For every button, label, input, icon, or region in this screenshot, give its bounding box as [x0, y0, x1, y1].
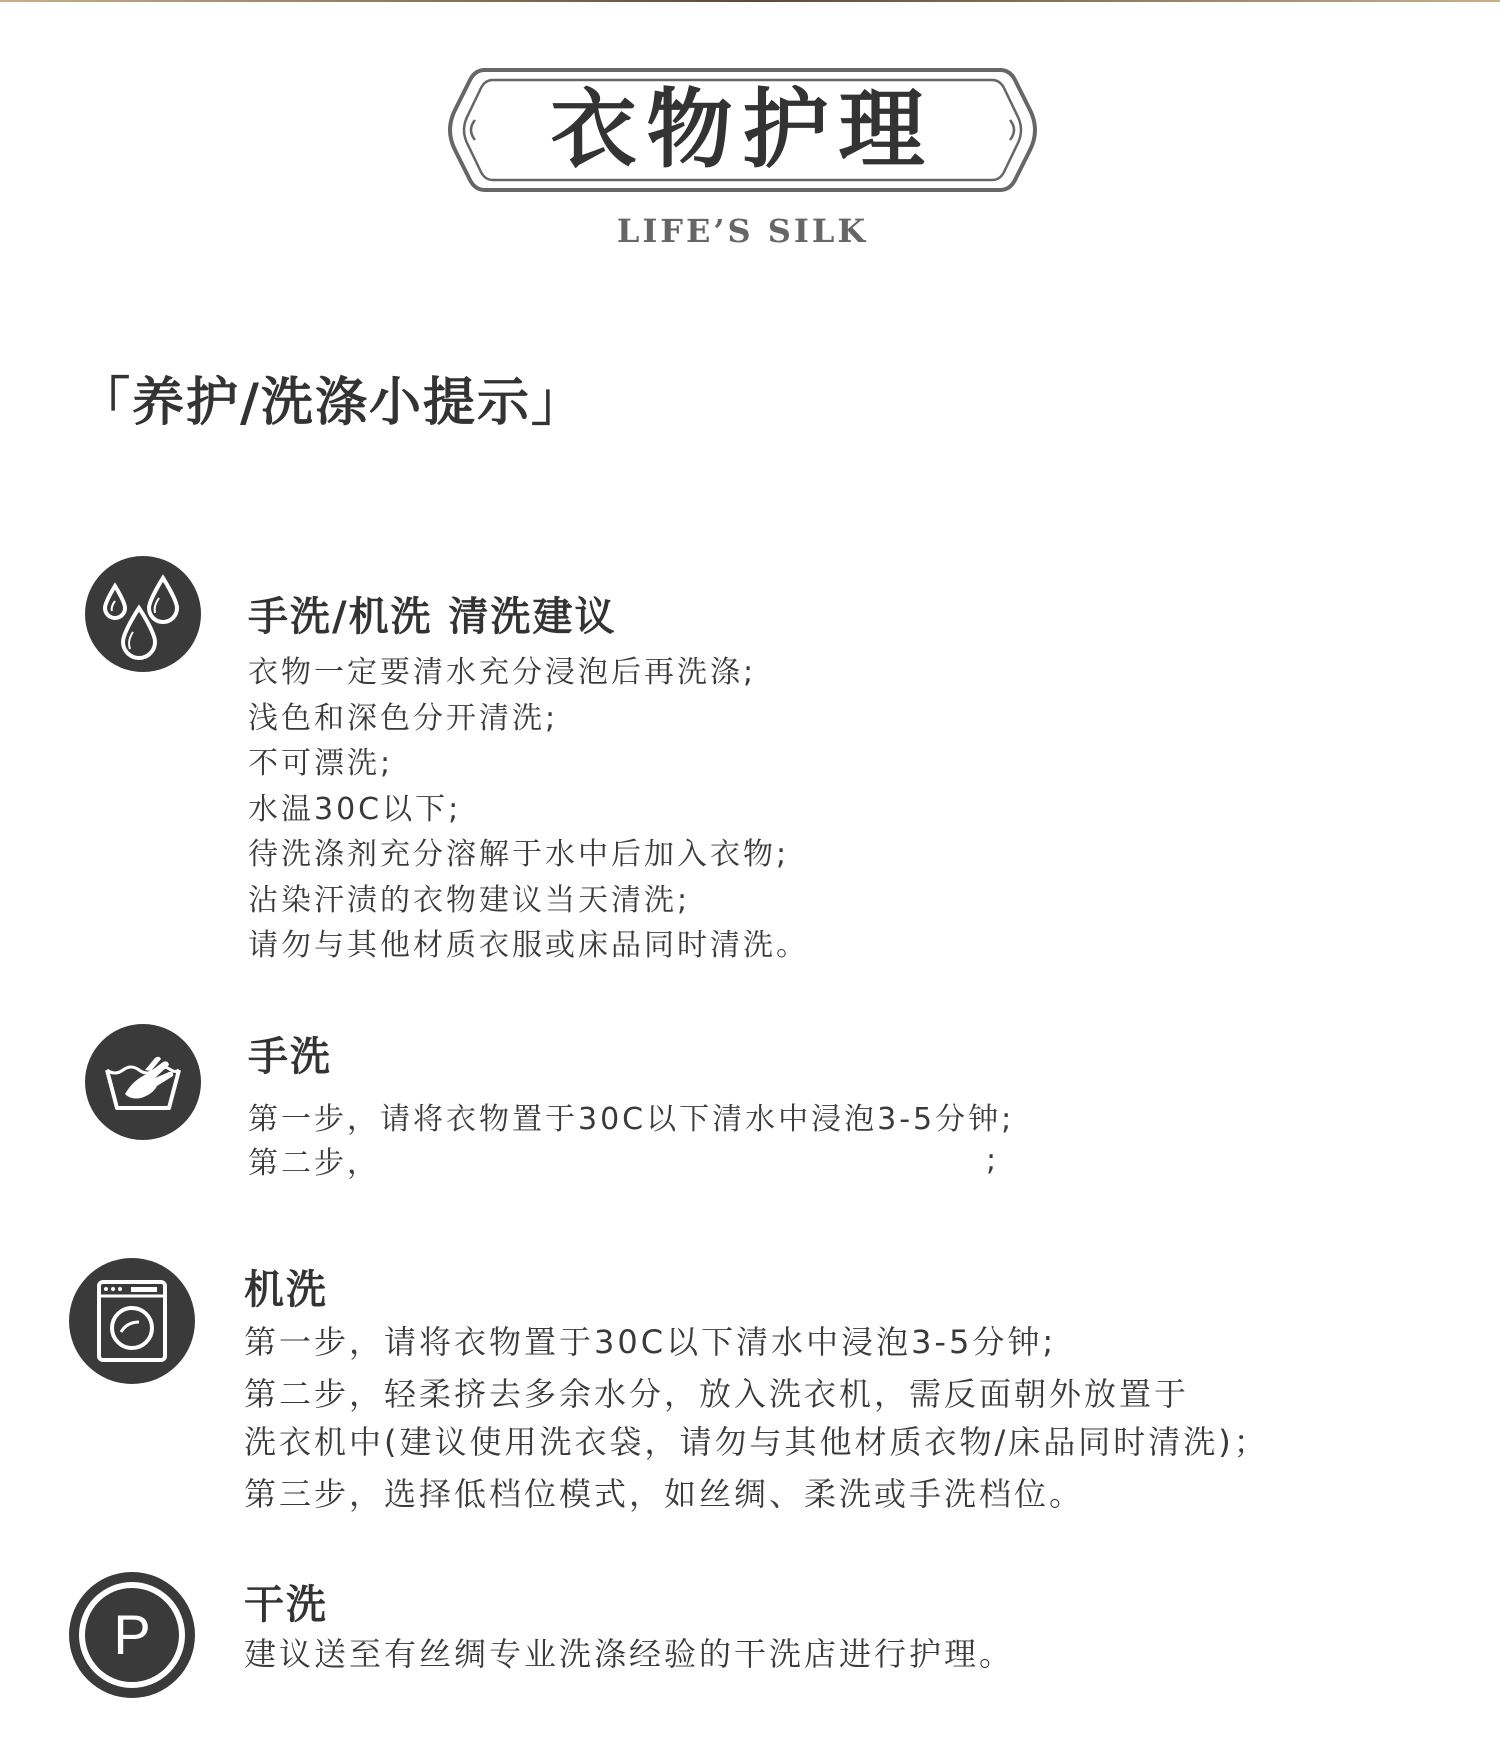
list-item: 第一步，请将衣物置于30C以下清水中浸泡3-5分钟; [244, 1323, 1057, 1361]
dry-clean-advice [244, 1630, 1014, 1678]
washing-machine-icon [69, 1258, 195, 1384]
section-title-wash-advice: 手洗/机洗 清洗建议 [248, 594, 617, 640]
list-item: 第二步， [248, 1146, 380, 1181]
section-title-hand-wash: 手洗 [248, 1034, 332, 1080]
machine-wash-steps [244, 1318, 1269, 1518]
section-title-dry-clean: 干洗 [244, 1582, 328, 1628]
list-item: 沾染汗渍的衣物建议当天清洗; [248, 882, 691, 918]
tips-heading: 「养护/洗涤小提示」 [78, 373, 585, 433]
water-drops-icon [85, 556, 201, 672]
list-item: 浅色和深色分开清洗; [248, 700, 559, 736]
list-item: 第二步，轻柔挤去多余水分，放入洗衣机，需反面朝外放置于 [244, 1375, 1190, 1413]
list-item: 洗衣机中(建议使用洗衣袋，请勿与其他材质衣物/床品同时清洗)； [244, 1423, 1269, 1461]
wash-advice-list [248, 650, 809, 969]
list-item: 待洗涤剂充分溶解于水中后加入衣物; [248, 837, 790, 872]
list-item: 水温30C以下; [248, 791, 462, 827]
hand-wash-steps [248, 1098, 1014, 1186]
list-item: 建议送至有丝绸专业洗涤经验的干洗店进行护理。 [244, 1635, 1015, 1673]
list-item: 衣物一定要清水充分浸泡后再洗涤; [248, 655, 757, 690]
list-item: 第一步，请将衣物置于30C以下清水中浸泡3-5分钟; [248, 1102, 1015, 1137]
top-divider [0, 0, 1500, 2]
dry-clean-p-icon [69, 1572, 195, 1698]
brand-subtitle: LIFE’S SILK [616, 212, 869, 250]
section-title-machine-wash: 机洗 [244, 1267, 328, 1313]
page-title: 衣物护理 [550, 79, 935, 180]
list-item: 请勿与其他材质衣服或床品同时清洗。 [248, 928, 809, 963]
step-two-end: ; [986, 1143, 997, 1178]
list-item: 不可漂洗; [248, 746, 394, 781]
dry-clean-letter: P [113, 1603, 151, 1666]
hand-wash-icon [85, 1024, 201, 1140]
list-item: 第三步，选择低档位模式，如丝绸、柔洗或手洗档位。 [244, 1475, 1085, 1513]
